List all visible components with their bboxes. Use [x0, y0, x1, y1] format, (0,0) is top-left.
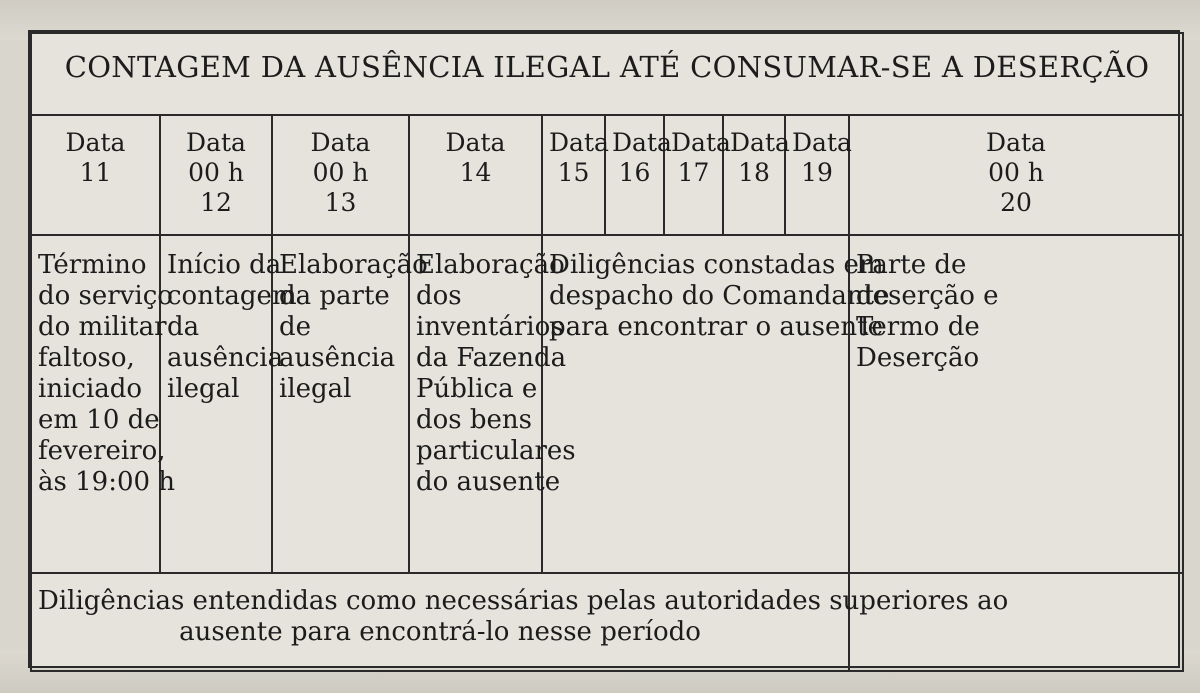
footer-row	[31, 573, 1183, 671]
description-count-start: Início da contagem da ausência ilegal	[160, 235, 272, 573]
description-inventories: Elaboração dos inventários da Fazenda Pública e dos bens particulares do ausente	[409, 235, 542, 573]
date-cell-14: Data 14	[409, 115, 542, 235]
table-grid	[30, 32, 1184, 672]
description-diligences: Diligências constadas em despacho do Comandante para encontrar o ausente	[542, 235, 849, 573]
date-cell-17: Data 17	[664, 115, 723, 235]
date-row	[31, 115, 1183, 235]
footer-diligences: Diligências entendidas como necessárias pelas autoridades superiores ao ausente para encontrá-lo nesse período	[31, 573, 849, 671]
description-absence-report: Elaboração da parte de ausência ilegal	[272, 235, 409, 573]
date-cell-12: Data 00 h 12	[160, 115, 272, 235]
date-cell-16: Data 16	[605, 115, 664, 235]
date-cell-20: Data 00 h 20	[849, 115, 1183, 235]
description-row	[31, 235, 1183, 573]
date-cell-18: Data 18	[723, 115, 785, 235]
date-cell-13: Data 00 h 13	[272, 115, 409, 235]
desertion-count-table	[28, 30, 1180, 668]
date-cell-11: Data 11	[31, 115, 160, 235]
table-title: CONTAGEM DA AUSÊNCIA ILEGAL ATÉ CONSUMAR-SE A DESERÇÃO	[31, 33, 1183, 115]
date-cell-15: Data 15	[542, 115, 605, 235]
description-end-of-service: Término do serviço do militar faltoso, iniciado em 10 de fevereiro, às 19:00 h	[31, 235, 160, 573]
date-cell-19: Data 19	[785, 115, 849, 235]
description-desertion-term: Parte de deserção e Termo de Deserção	[849, 235, 1183, 573]
